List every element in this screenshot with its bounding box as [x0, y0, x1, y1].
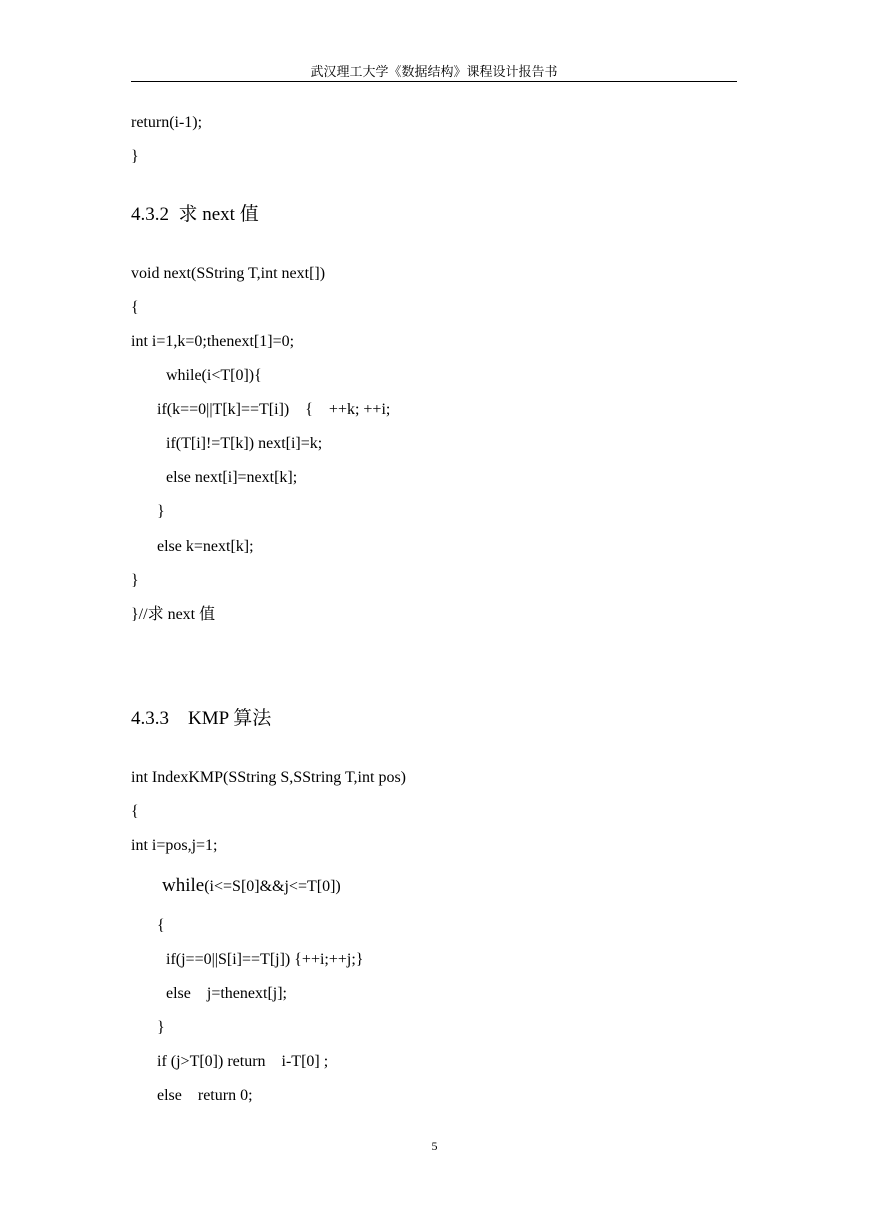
section-heading-4-3-3: 4.3.3 KMP 算法: [131, 708, 272, 729]
code-line: {: [131, 299, 139, 316]
code-line: else k=next[k];: [157, 538, 254, 555]
code-line: {: [157, 917, 165, 934]
code-line: }: [131, 572, 139, 589]
code-line: }: [157, 503, 165, 520]
code-line: int IndexKMP(SString S,SString T,int pos): [131, 769, 406, 786]
header-rule: [131, 81, 737, 82]
code-line: else j=thenext[j];: [166, 985, 287, 1002]
section-heading-4-3-2: 4.3.2 求 next 值: [131, 204, 259, 225]
code-line: }//求 next 值: [131, 606, 216, 623]
code-line: if(j==0||S[i]==T[j]) {++i;++j;}: [166, 951, 364, 968]
code-line: }: [157, 1019, 165, 1036]
code-line: }: [131, 148, 139, 165]
code-line: if (j>T[0]) return i-T[0] ;: [157, 1053, 329, 1070]
code-line: else return 0;: [157, 1087, 253, 1104]
code-line: int i=1,k=0;thenext[1]=0;: [131, 333, 295, 350]
code-line: int i=pos,j=1;: [131, 837, 218, 854]
code-line: void next(SString T,int next[]): [131, 265, 326, 282]
code-line: {: [131, 803, 139, 820]
code-line: while(i<T[0]){: [166, 367, 262, 384]
code-line: else next[i]=next[k];: [166, 469, 298, 486]
code-line-while: [162, 876, 341, 897]
page-number: 5: [431, 1139, 438, 1153]
code-line: return(i-1);: [131, 114, 203, 131]
running-header: 武汉理工大学《数据结构》课程设计报告书: [310, 64, 558, 79]
code-line: if(k==0||T[k]==T[i]) { ++k; ++i;: [157, 401, 391, 418]
while-keyword: while: [162, 875, 205, 896]
code-line: if(T[i]!=T[k]) next[i]=k;: [166, 435, 323, 452]
while-condition: (i<=S[0]&&j<=T[0]): [204, 878, 341, 895]
